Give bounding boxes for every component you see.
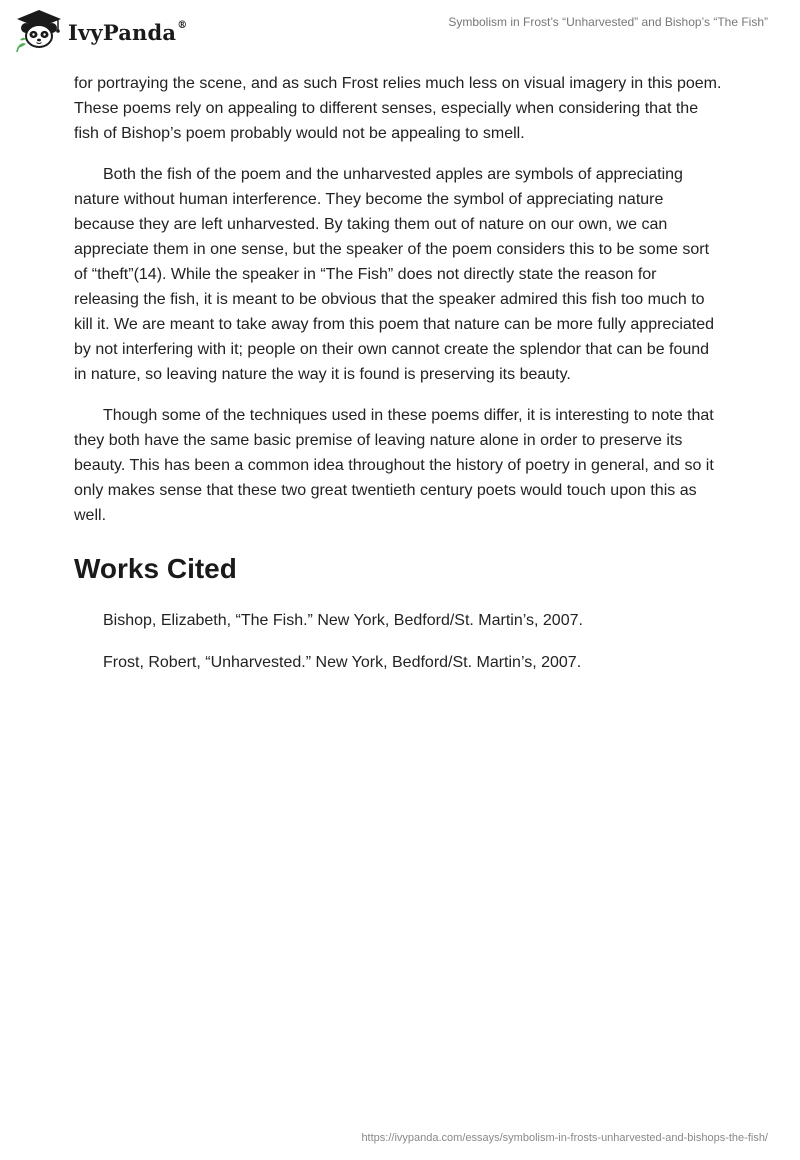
document-title: Symbolism in Frost’s “Unharvested” and Bishop’s “The Fish” <box>448 15 768 29</box>
registered-mark: ® <box>177 19 188 31</box>
paragraph: Though some of the techniques used in these poems differ, it is interesting to note that they both have the same basic premise of leaving nature alone in order to preserve its beauty. This has been a common idea throughout the history of poetry in general, and so it only makes sense that these two great twentieth century poets would touch upon this as well. <box>74 407 714 524</box>
citation-item: Frost, Robert, “Unharvested.” New York, Bedford/St. Martin’s, 2007. <box>103 654 582 671</box>
citation-item: Bishop, Elizabeth, “The Fish.” New York, Bedford/St. Martin’s, 2007. <box>103 612 583 629</box>
works-cited-heading: Works Cited <box>74 553 237 584</box>
ivypanda-logo[interactable] <box>14 8 187 52</box>
essay-content <box>74 71 724 692</box>
page-header <box>0 0 800 70</box>
citations-list <box>74 608 724 675</box>
panda-graduation-cap-icon <box>14 8 64 52</box>
brand-name: IvyPanda® <box>68 19 188 45</box>
paragraph: for portraying the scene, and as such Frost relies much less on visual imagery in this poem. These poems rely on appealing to different senses, especially when considering that the fish of Bishop’s poem probably would not be appealing to smell. <box>74 75 722 142</box>
source-url-link[interactable]: https://ivypanda.com/essays/symbolism-in-frosts-unharvested-and-bishops-the-fish/ <box>361 1132 768 1144</box>
paragraph: Both the fish of the poem and the unharvested apples are symbols of appreciating nature without human interference. They become the symbol of appreciating nature because they are left unharvested. By taking them out of nature on our own, we can appreciate them in one sense, but the speaker of the poem considers this to be some sort of “theft”(14). While the speaker in “The Fish” does not directly state the reason for releasing the fish, it is meant to be obvious that the speaker admired this fish too much to kill it. We are meant to take away from this poem that nature can be more fully appreciated by not interfering with it; people on their own cannot create the splendor that can be found in nature, so leaving nature the way it is found is preserving its beauty. <box>74 166 715 383</box>
